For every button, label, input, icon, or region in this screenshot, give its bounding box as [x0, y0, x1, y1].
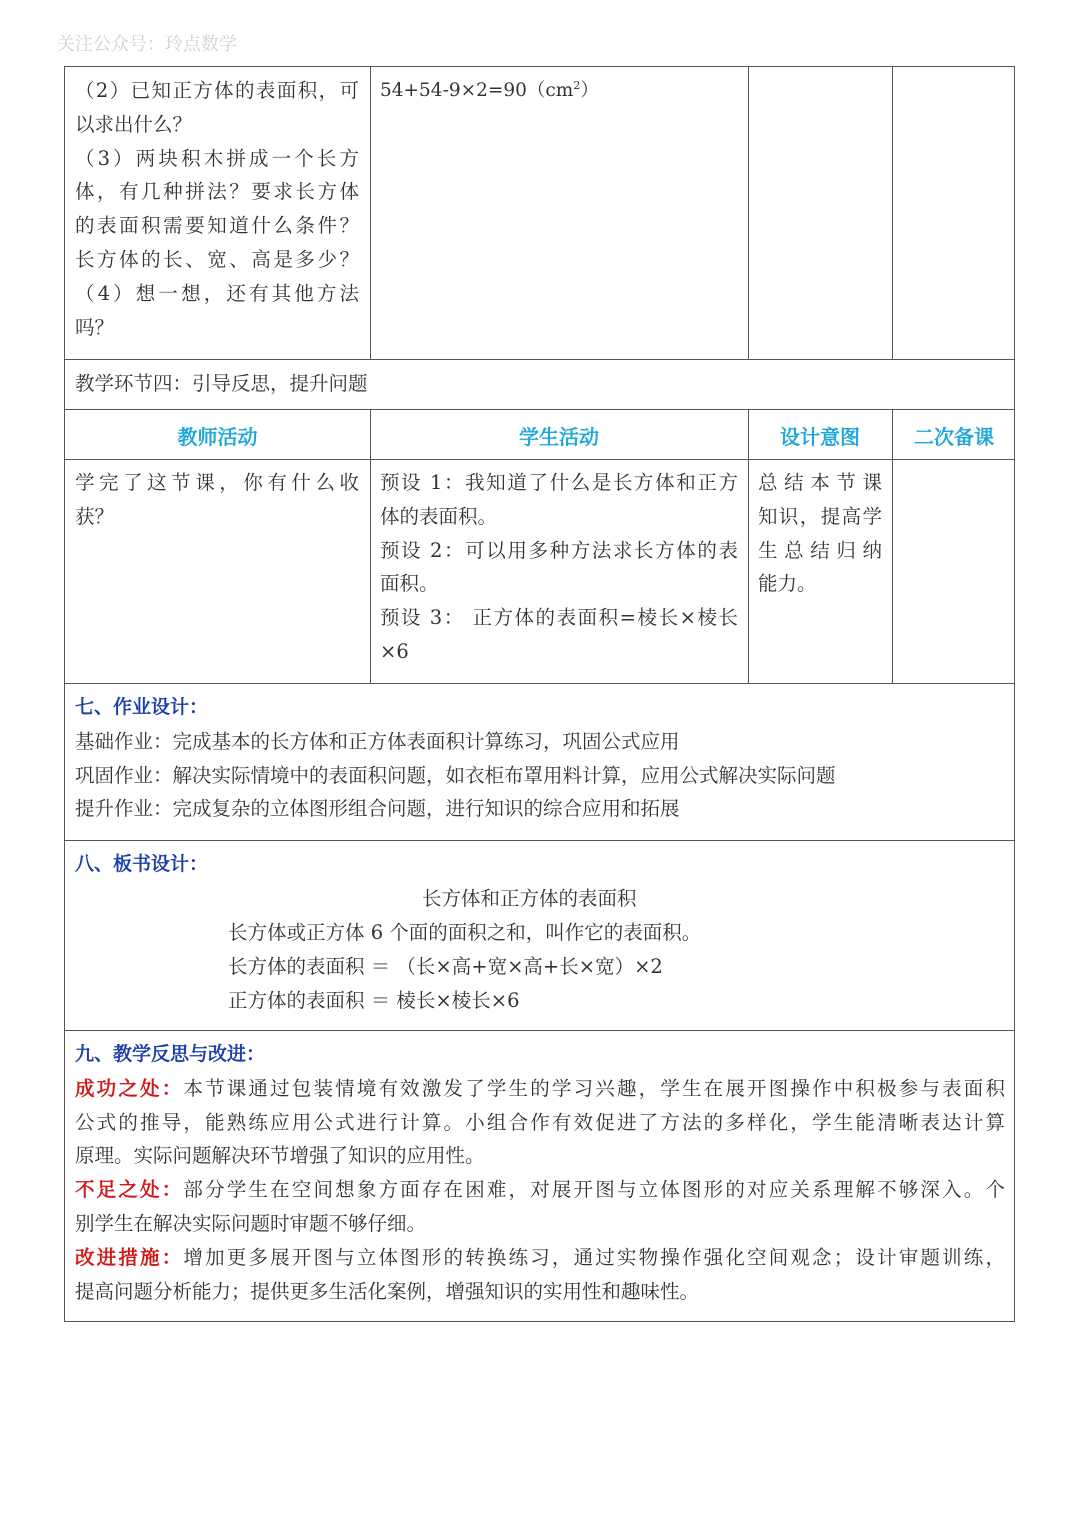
text-line: 生总结归纳	[758, 538, 882, 562]
success-text: 本节课通过包装情境有效激发了学生的学习兴趣，学生在展开图操作中积极参与表面积	[183, 1076, 1005, 1100]
header-teacher-activity: 教师活动	[177, 425, 258, 449]
text-line: 总结本节课	[758, 471, 882, 494]
vrule-c1	[892, 67, 893, 359]
improvement-text: 增加更多展开图与立体图形的转换练习，通过实物操作强化空间观念；设计审题训练，	[183, 1245, 1005, 1269]
text-line: （2）已知正方体的表面积，可	[75, 79, 359, 102]
text-line: （4）想一想，还有其他方法	[75, 281, 359, 305]
text-line: 体的表面积。	[380, 504, 498, 528]
reflect-teacher-cell	[75, 466, 359, 534]
vrule-b2	[748, 409, 749, 683]
reflection-section	[75, 1038, 1005, 1308]
success-label: 成功之处：	[75, 1076, 184, 1100]
rule-row1	[65, 359, 1014, 360]
rule-row2	[65, 409, 1014, 410]
header-second-prep: 二次备课	[914, 425, 994, 449]
rule-row6	[65, 1030, 1014, 1031]
reflection-line: 别学生在解决实际问题时审题不够仔细。	[75, 1211, 427, 1235]
rule-row5	[65, 840, 1014, 841]
text-line: ×6	[380, 639, 409, 663]
text-line: 以求出什么？	[75, 112, 193, 136]
text-line: 面积。	[380, 572, 439, 596]
unit-superscript: 2	[573, 78, 581, 92]
reflection-line: 提高问题分析能力；提供更多生活化案例，增强知识的实用性和趣味性。	[75, 1279, 700, 1303]
text-line: 预设 2：可以用多种方法求长方体的表	[380, 538, 738, 562]
top-student-formula	[380, 74, 599, 108]
lesson-plan-table	[64, 66, 1015, 1322]
board-line: 正方体的表面积 ＝ 棱长×棱长×6	[228, 988, 520, 1012]
board-line: 长方体的表面积 ＝ （长×高+宽×高+长×宽）×2	[228, 954, 663, 978]
section-four-title: 教学环节四：引导反思，提升问题	[75, 372, 368, 395]
reflection-line	[75, 1173, 1005, 1207]
header-design-intent: 设计意图	[780, 425, 860, 449]
rule-row4	[65, 683, 1014, 684]
formula-text: 54+54-9×2=90（cm	[380, 80, 574, 101]
text-line: 体，有几种拼法？要求长方体	[75, 180, 359, 204]
homework-section	[75, 691, 836, 826]
text-line: （3）两块积木拼成一个长方	[75, 146, 359, 170]
text-line: 长方体的长、宽、高是多少？	[75, 247, 359, 271]
text-line: 吗？	[75, 315, 115, 339]
homework-title: 七、作业设计：	[75, 696, 209, 718]
header-student-activity: 学生活动	[519, 425, 599, 449]
formula-close: ）	[580, 80, 599, 101]
homework-item: 巩固作业：解决实际情境中的表面积问题，如衣柜布罩用料计算，应用公式解决实际问题	[75, 763, 836, 787]
text-line: 获？	[75, 504, 115, 528]
board-line: 长方体或正方体 6 个面的面积之和，叫作它的表面积。	[228, 921, 702, 944]
homework-item: 提升作业：完成复杂的立体图形组合问题，进行知识的综合应用和拓展	[75, 797, 680, 821]
watermark: 关注公众号：玲点数学	[57, 34, 237, 55]
reflection-line	[75, 1241, 1005, 1275]
reflection-line	[75, 1072, 1005, 1106]
text-line: 的表面积需要知道什么条件？	[75, 214, 359, 238]
vrule-a1	[370, 67, 371, 359]
text-line: 知识，提高学	[758, 504, 882, 528]
vrule-a2	[370, 409, 371, 683]
vrule-c2	[892, 409, 893, 683]
board-heading: 长方体和正方体的表面积	[422, 887, 637, 910]
vrule-b1	[748, 67, 749, 359]
text-line: 预设 1：我知道了什么是长方体和正方	[380, 471, 738, 494]
reflect-student-cell	[380, 466, 738, 669]
reflection-title: 九、教学反思与改进：	[75, 1043, 266, 1065]
text-line: 能力。	[758, 572, 817, 596]
improvement-label: 改进措施：	[75, 1245, 184, 1269]
top-teacher-cell	[75, 74, 359, 344]
weakness-text: 部分学生在空间想象方面存在困难，对展开图与立体图形的对应关系理解不够深入。个	[183, 1178, 1005, 1202]
board-lines	[228, 916, 701, 1017]
board-section	[75, 848, 208, 882]
text-line: 预设 3： 正方体的表面积=棱长×棱长	[380, 606, 738, 630]
rule-row3	[65, 459, 1014, 460]
reflection-line: 原理。实际问题解决环节增强了知识的应用性。	[75, 1144, 485, 1168]
reflect-design-cell	[758, 466, 882, 601]
reflection-line: 公式的推导，能熟练应用公式进行计算。小组合作有效促进了方法的多样化，学生能清晰表达计算	[75, 1110, 1005, 1134]
homework-item: 基础作业：完成基本的长方体和正方体表面积计算练习，巩固公式应用	[75, 729, 680, 753]
text-line: 学完了这节课，你有什么收	[75, 471, 359, 494]
weakness-label: 不足之处：	[75, 1178, 184, 1202]
board-title: 八、板书设计：	[75, 853, 209, 875]
